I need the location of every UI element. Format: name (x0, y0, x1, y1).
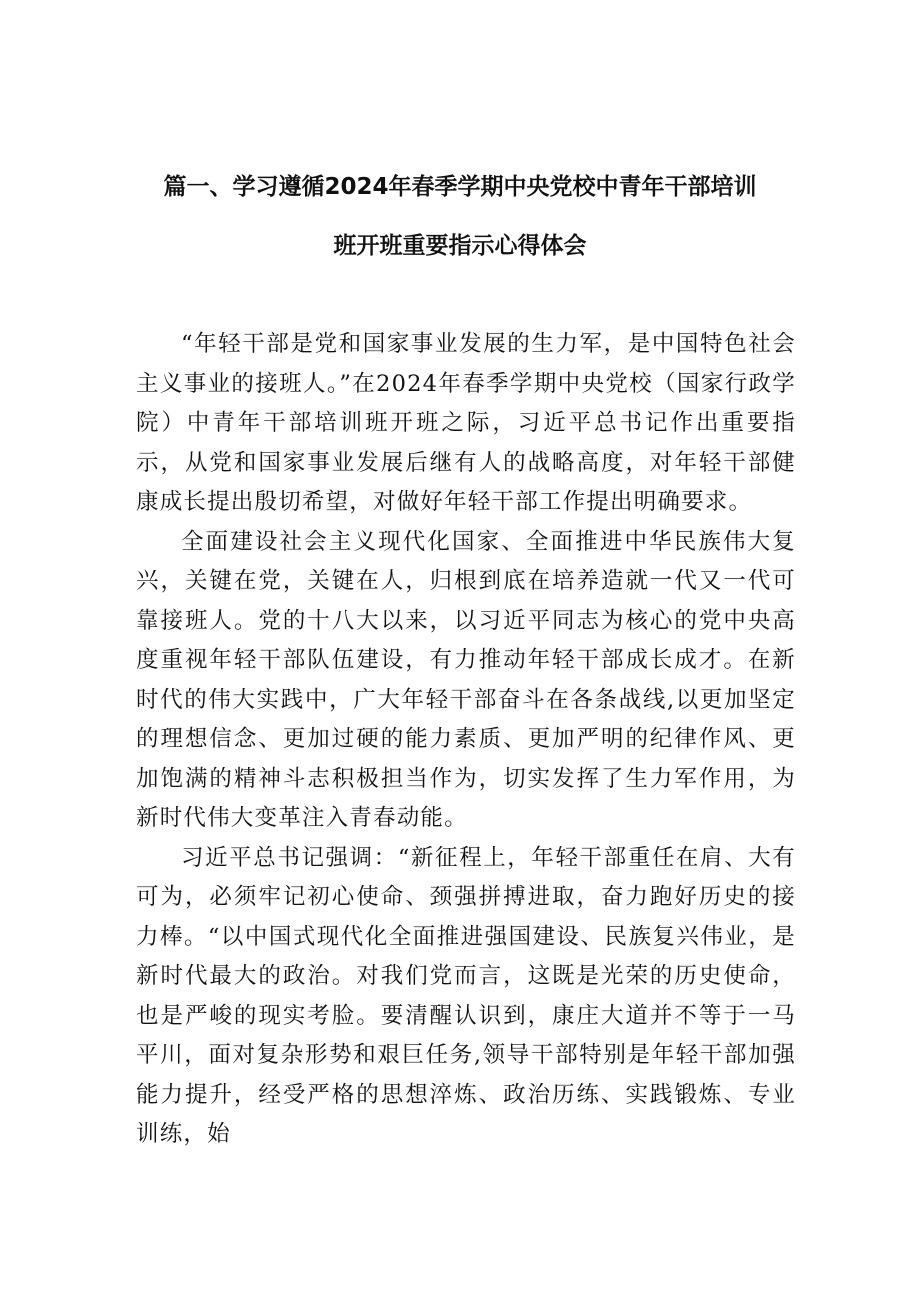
document-body (136, 325, 796, 1155)
document-title-line-1: 篇一、学习遵循2024年春季学期中央党校中青年干部培训 (163, 174, 757, 200)
document-title-line-2: 班开班重要指示心得体会 (333, 233, 587, 259)
paragraph: “年轻干部是党和国家事业发展的生力军，是中国特色社会主义事业的接班人。”在2024年春季学期中央党校（国家行政学院）中青年干部培训班开班之际，习近平总书记作出重要指示，从党和国家事业发展后继有人的战略高度，对年轻干部健康成长提出殷切希望，对做好年轻干部工作提出明确要求。 (136, 331, 796, 515)
paragraph: 全面建设社会主义现代化国家、全面推进中华民族伟大复兴，关键在党，关键在人，归根到底在培养造就一代又一代可靠接班人。党的十八大以来，以习近平同志为核心的党中央高度重视年轻干部队伍建设，有力推动年轻干部成长成才。在新时代的伟大实践中，广大年轻干部奋斗在各条战线,以更加坚定的理想信念、更加过硬的能力素质、更加严明的纪律作风、更加饱满的精神斗志积极担当作为，切实发挥了生力军作用，为新时代伟大变革注入青春动能。 (136, 528, 796, 831)
paragraph: 习近平总书记强调：“新征程上，年轻干部重任在肩、大有可为，必须牢记初心使命、颈强拼搏进取，奋力跑好历史的接力棒。“以中国式现代化全面推进强国建设、民族复兴伟业，是新时代最大的政治。对我们党而言，这既是光荣的历史使命，也是严峻的现实考脸。要清醒认识到，康庄大道并不等于一马平川，面对复杂形势和艰巨任务,领导干部特别是年轻干部加强能力提升，经受严格的思想淬炼、政治历练、实践锻炼、专业训练，始 (136, 844, 796, 1147)
